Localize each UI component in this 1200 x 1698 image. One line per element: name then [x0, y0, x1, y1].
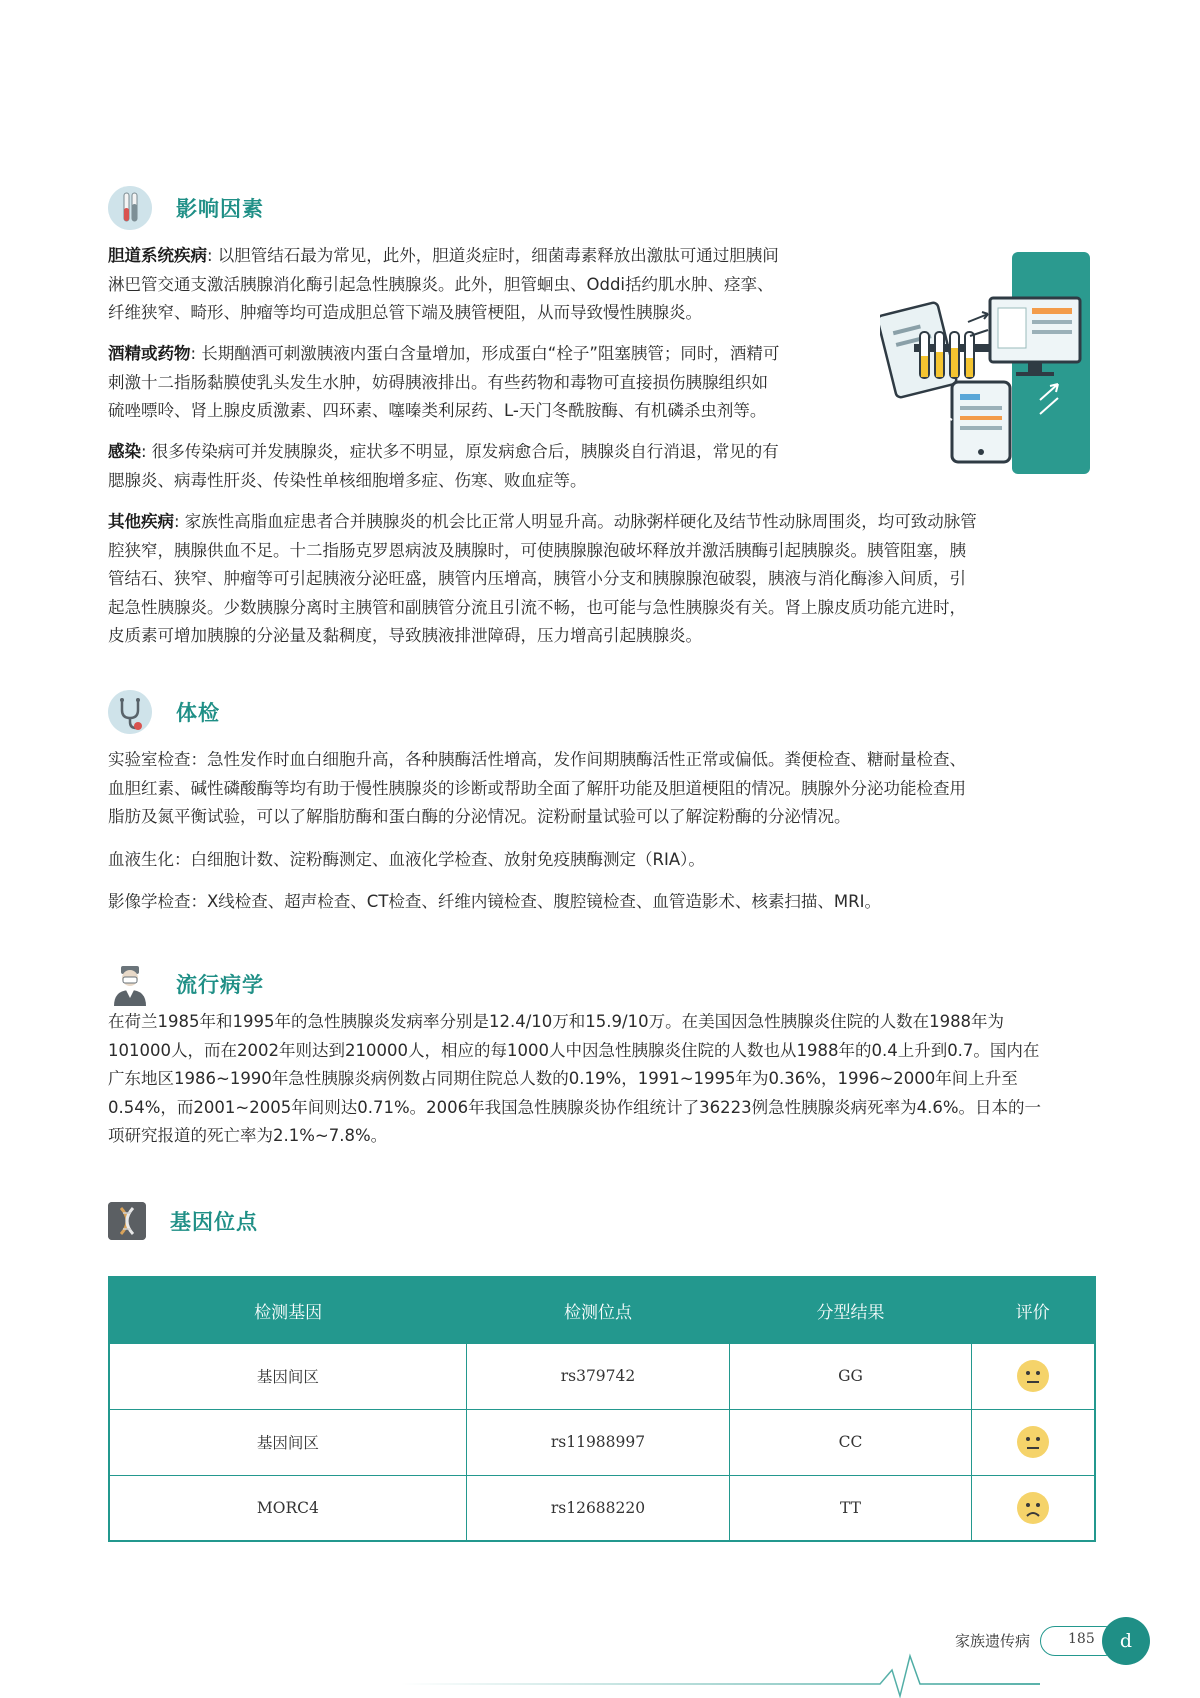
column-header: 检测位点	[466, 1277, 730, 1343]
factor-label: 感染	[108, 442, 141, 461]
section-title-exam: 体检	[176, 701, 220, 725]
section-title-genes: 基因位点	[170, 1210, 258, 1234]
paragraph-line: 广东地区1986~1990年急性胰腺炎病例数占同期住院总人数的0.19%，1991~1995年为0.36%，1996~2000年间上升至	[108, 1069, 1018, 1088]
factor-infection	[108, 438, 888, 495]
paragraph-line: 皮质素可增加胰腺的分泌量及黏稠度，导致胰液排泄障碍，压力增高引起胰腺炎。	[108, 626, 702, 645]
paragraph-line: 101000人，而在2002年则达到210000人，相应的每1000人中因急性胰腺炎住院的人数也从1988年的0.4上升到0.7。国内在	[108, 1040, 1040, 1060]
paragraph-line	[108, 508, 1100, 537]
line-rest: : 很多传染病可并发胰腺炎，症状多不明显，原发病愈合后，胰腺炎自行消退，常见的有	[141, 442, 779, 461]
rating-cell	[971, 1409, 1095, 1475]
factor-label: 其他疾病	[108, 512, 174, 531]
section-exam-header	[108, 690, 220, 734]
paragraph-line: 管结石、狭窄、肿瘤等可引起胰液分泌旺盛，胰管内压增高，胰管小分支和胰腺腺泡破裂，胰液与消化酶渗入间质，引	[108, 569, 966, 588]
genotype-cell: GG	[730, 1343, 971, 1409]
gene-table	[108, 1276, 1096, 1542]
factor-other	[108, 508, 1100, 651]
site-cell: rs11988997	[466, 1409, 730, 1475]
gene-cell: 基因间区	[109, 1409, 466, 1475]
page-number: 185	[1068, 1631, 1095, 1647]
lab-data-illustration	[880, 252, 1092, 474]
paragraph-line	[108, 242, 888, 271]
paragraph-line: 刺激十二指肠黏膜使乳头发生水肿，妨碍胰液排出。有些药物和毒物可直接损伤胰腺组织如	[108, 372, 768, 392]
line-rest: : 长期酗酒可刺激胰液内蛋白含量增加，形成蛋白“栓子”阻塞胰管；同时，酒精可	[190, 344, 780, 363]
section-title-factors: 影响因素	[176, 197, 264, 221]
gene-cell: 基因间区	[109, 1343, 466, 1409]
doctor-icon	[108, 962, 152, 1006]
paragraph-line: 0.54%，而2001~2005年间则达0.71%。2006年我国急性胰腺炎协作组统计了36223例急性胰腺炎病死率为4.6%。日本的一	[108, 1097, 1042, 1117]
paragraph-line: 脂肪及氮平衡试验，可以了解脂肪酶和蛋白酶的分泌情况。淀粉耐量试验可以了解淀粉酶的分泌情况。	[108, 807, 851, 826]
section-genes-header	[108, 1202, 258, 1240]
paragraph-line: 纤维狭窄、畸形、肿瘤等均可造成胆总管下端及胰管梗阻，从而导致慢性胰腺炎。	[108, 303, 702, 322]
column-header: 分型结果	[730, 1277, 971, 1343]
section-epi-header	[108, 962, 264, 1006]
paragraph-line: 淋巴管交通支激活胰腺消化酶引起急性胰腺炎。此外，胆管蛔虫、Oddi括约肌水肿、痉挛、	[108, 274, 774, 294]
dna-icon	[108, 1202, 146, 1240]
rating-cell	[971, 1343, 1095, 1409]
tablet-icon	[952, 382, 1010, 462]
test-tubes-icon	[914, 332, 994, 378]
genotype-cell: CC	[730, 1409, 971, 1475]
section-title-epidemiology: 流行病学	[176, 973, 264, 997]
paragraph-line: 起急性胰腺炎。少数胰腺分离时主胰管和副胰管分流且引流不畅，也可能与急性胰腺炎有关。肾上腺皮质功能亢进时，	[108, 597, 966, 617]
section-factors-header	[108, 186, 264, 230]
rating-cell	[971, 1475, 1095, 1541]
exam-blood: 血液生化：白细胞计数、淀粉酶测定、血液化学检查、放射免疫胰酶测定（RIA）。	[108, 850, 705, 869]
paragraph-line	[108, 438, 888, 467]
site-cell: rs379742	[466, 1343, 730, 1409]
paragraph-line: 血胆红素、碱性磷酸酶等均有助于慢性胰腺炎的诊断或帮助全面了解肝功能及胆道梗阻的情况。胰腺外分泌功能检查用	[108, 778, 966, 798]
table-row	[109, 1409, 1095, 1475]
epidemiology-text	[108, 1008, 1100, 1151]
test-tube-icon	[108, 186, 152, 230]
site-cell: rs12688220	[466, 1475, 730, 1541]
table-row	[109, 1343, 1095, 1409]
genotype-cell: TT	[730, 1475, 971, 1541]
line-rest: : 家族性高脂血症患者合并胰腺炎的机会比正常人明显升高。动脉粥样硬化及结节性动脉周围炎，均可致动脉管	[174, 512, 977, 531]
paragraph-line	[108, 340, 888, 369]
paragraph-line: 项研究报道的死亡率为2.1%~7.8%。	[108, 1126, 388, 1145]
factor-label: 胆道系统疾病	[108, 246, 207, 265]
line-rest: : 以胆管结石最为常见，此外，胆道炎症时，细菌毒素释放出激肽可通过胆胰间	[207, 246, 779, 265]
sad-face-icon	[1016, 1491, 1050, 1525]
footer-book-title: 家族遗传病	[955, 1632, 1031, 1650]
paragraph-line: 腮腺炎、病毒性肝炎、传染性单核细胞增多症、伤寒、败血症等。	[108, 470, 587, 490]
neutral-face-icon	[1016, 1359, 1050, 1393]
paragraph-line: 硫唑嘌呤、肾上腺皮质激素、四环素、噻嗪类利尿药、L-天门冬酰胺酶、有机磷杀虫剂等。	[108, 401, 767, 420]
paragraph-line: 实验室检查：急性发作时血白细胞升高，各种胰酶活性增高，发作间期胰酶活性正常或偏低。粪便检查、糖耐量检查、	[108, 750, 966, 769]
paragraph-line: 在荷兰1985年和1995年的急性胰腺炎发病率分别是12.4/10万和15.9/10万。在美国因急性胰腺炎住院的人数在1988年为	[108, 1012, 1005, 1031]
paragraph-line: 腔狭窄，胰腺供血不足。十二指肠克罗恩病波及胰腺时，可使胰腺腺泡破坏释放并激活胰酶引起胰腺炎。胰管阻塞，胰	[108, 540, 966, 560]
page-marker: d	[1102, 1617, 1150, 1665]
exam-imaging: 影像学检查：X线检查、超声检查、CT检查、纤维内镜检查、腹腔镜检查、血管造影术、核素扫描、MRI。	[108, 892, 881, 911]
table-row	[109, 1475, 1095, 1541]
table-header-row	[109, 1277, 1095, 1343]
factor-label: 酒精或药物	[108, 344, 191, 363]
factor-biliary	[108, 242, 888, 328]
neutral-face-icon	[1016, 1425, 1050, 1459]
column-header: 检测基因	[109, 1277, 466, 1343]
gene-cell: MORC4	[109, 1475, 466, 1541]
stethoscope-icon	[108, 690, 152, 734]
exam-lab	[108, 746, 1100, 832]
factor-alcohol-drugs	[108, 340, 888, 426]
column-header: 评价	[971, 1277, 1095, 1343]
